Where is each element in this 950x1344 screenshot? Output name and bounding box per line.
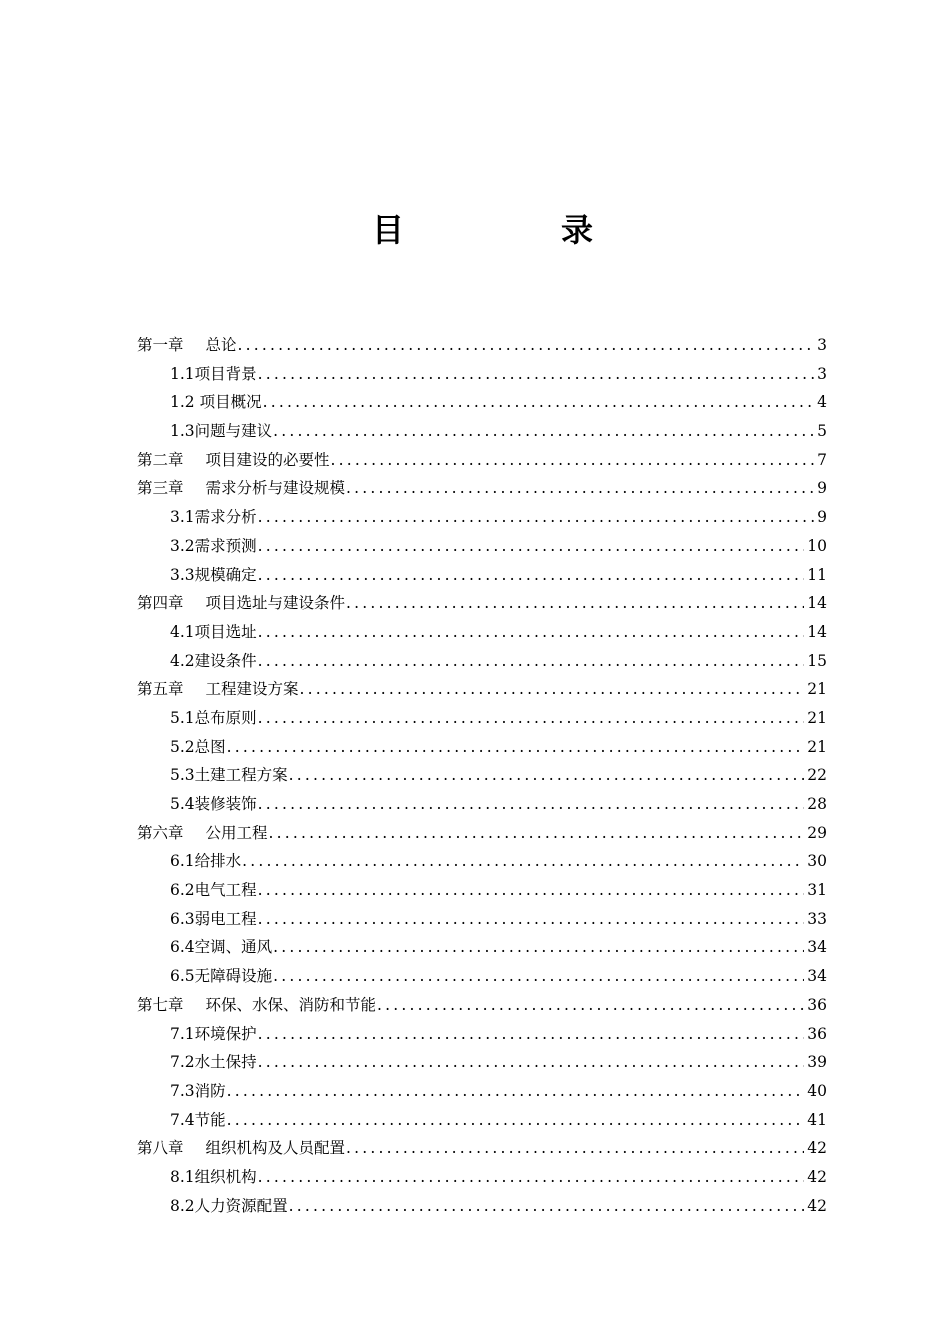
toc-entry-title <box>170 561 257 590</box>
toc-entry-number: 3.1 <box>170 508 195 527</box>
toc-entry-text: 建设条件 <box>194 651 257 670</box>
toc-dot-leader <box>258 561 805 590</box>
toc-entry-text: 弱电工程 <box>194 909 257 928</box>
toc-entry-title <box>170 1192 288 1221</box>
toc-page-number: 42 <box>807 1196 827 1215</box>
toc-section-entry[interactable] <box>137 761 827 790</box>
toc-entry-text: 空调、通风 <box>194 938 273 957</box>
toc-entry-number: 第八章 <box>137 1139 184 1158</box>
toc-entry-title <box>170 933 272 962</box>
toc-page-number: 15 <box>807 651 827 670</box>
toc-entry-number: 5.2 <box>170 737 195 756</box>
toc-dot-leader <box>238 331 815 360</box>
title-char-1: 目 <box>372 211 405 249</box>
toc-section-entry[interactable] <box>137 1048 827 1077</box>
toc-entry-title <box>170 1077 226 1106</box>
toc-page-number: 22 <box>807 766 827 785</box>
toc-dot-leader <box>269 819 805 848</box>
toc-page-number: 36 <box>807 1024 827 1043</box>
toc-section-entry[interactable] <box>137 532 827 561</box>
toc-entry-number: 3.2 <box>170 536 195 555</box>
toc-dot-leader <box>289 761 805 790</box>
toc-entry-number: 第二章 <box>137 450 184 469</box>
toc-entry-number: 7.2 <box>170 1053 195 1072</box>
toc-entry-title <box>170 733 226 762</box>
toc-section-entry[interactable] <box>137 905 827 934</box>
toc-page-number: 5 <box>817 422 827 441</box>
toc-entry-title <box>137 675 299 704</box>
toc-page-number: 7 <box>817 450 827 469</box>
toc-entry-number: 第三章 <box>137 479 184 498</box>
toc-dot-leader <box>258 532 805 561</box>
toc-entry-text: 工程建设方案 <box>205 680 299 699</box>
toc-section-entry[interactable] <box>137 1020 827 1049</box>
toc-entry-title <box>170 647 257 676</box>
toc-entry-title <box>170 417 272 446</box>
toc-entry-text: 节能 <box>194 1110 226 1129</box>
toc-entry-text: 公用工程 <box>205 823 268 842</box>
toc-page-number: 42 <box>807 1139 827 1158</box>
toc-section-entry[interactable] <box>137 388 827 417</box>
toc-page-number: 10 <box>807 536 827 555</box>
toc-dot-leader <box>300 675 805 704</box>
toc-entry-number: 8.1 <box>170 1167 195 1186</box>
toc-entry-text: 项目选址与建设条件 <box>205 594 346 613</box>
toc-dot-leader <box>227 1106 805 1135</box>
toc-section-entry[interactable] <box>137 1192 827 1221</box>
toc-entry-title <box>170 1106 226 1135</box>
toc-section-entry[interactable] <box>137 503 827 532</box>
toc-entry-title <box>170 618 257 647</box>
toc-page-number: 33 <box>807 909 827 928</box>
toc-entry-text: 项目背景 <box>194 364 257 383</box>
toc-chapter-entry[interactable] <box>137 474 827 503</box>
toc-entry-number: 1.1 <box>170 364 195 383</box>
toc-page-number: 39 <box>807 1053 827 1072</box>
toc-entry-number: 1.2 <box>170 393 195 412</box>
toc-dot-leader <box>258 876 805 905</box>
toc-entry-text: 需求预测 <box>194 536 257 555</box>
toc-entry-text: 规模确定 <box>194 565 257 584</box>
toc-entry-title <box>137 991 376 1020</box>
toc-chapter-entry[interactable] <box>137 991 827 1020</box>
toc-entry-number: 8.2 <box>170 1196 195 1215</box>
toc-entry-text: 给排水 <box>194 852 242 871</box>
toc-dot-leader <box>258 1163 805 1192</box>
toc-dot-leader <box>258 360 814 389</box>
toc-dot-leader <box>258 704 805 733</box>
toc-entry-title <box>170 876 257 905</box>
toc-page-number: 21 <box>807 680 827 699</box>
toc-entry-title <box>170 532 257 561</box>
toc-chapter-entry[interactable] <box>137 331 827 360</box>
toc-entry-text: 总图 <box>194 737 226 756</box>
toc-chapter-entry[interactable] <box>137 589 827 618</box>
toc-entry-text: 电气工程 <box>194 881 257 900</box>
toc-entry-title <box>137 446 330 475</box>
toc-page-number: 34 <box>807 967 827 986</box>
toc-entry-number: 第六章 <box>137 823 184 842</box>
title-char-2: 录 <box>561 211 594 249</box>
toc-entry-number: 7.3 <box>170 1081 195 1100</box>
toc-entry-number: 7.4 <box>170 1110 195 1129</box>
toc-page-number: 31 <box>807 881 827 900</box>
toc-entry-title <box>170 1163 257 1192</box>
toc-entry-title <box>137 589 345 618</box>
toc-entry-number: 5.1 <box>170 708 195 727</box>
toc-section-entry[interactable] <box>137 647 827 676</box>
toc-section-entry[interactable] <box>137 704 827 733</box>
toc-entry-title <box>170 847 241 876</box>
toc-entry-title <box>170 1048 257 1077</box>
toc-dot-leader <box>258 618 805 647</box>
toc-entry-number: 第七章 <box>137 995 184 1014</box>
toc-page-number: 3 <box>817 364 827 383</box>
toc-entry-text: 环保、水保、消防和节能 <box>205 995 377 1014</box>
toc-page-number: 28 <box>807 795 827 813</box>
toc-entry-number: 6.5 <box>170 967 195 986</box>
toc-entry-number: 5.4 <box>170 795 195 813</box>
toc-dot-leader <box>346 1134 804 1163</box>
toc-entry-number: 4.1 <box>170 622 195 641</box>
toc-dot-leader <box>346 474 814 503</box>
toc-page-number: 11 <box>807 565 827 584</box>
toc-entry-text: 环境保护 <box>194 1024 257 1043</box>
toc-entry-number: 第一章 <box>137 336 184 354</box>
toc-section-entry[interactable] <box>137 1077 827 1106</box>
toc-section-entry[interactable] <box>137 1163 827 1192</box>
toc-section-entry[interactable] <box>137 360 827 389</box>
toc-dot-leader <box>258 1048 805 1077</box>
toc-entry-title <box>170 905 257 934</box>
toc-entry-text: 土建工程方案 <box>194 766 288 785</box>
table-of-contents <box>137 331 827 1220</box>
toc-page-number: 41 <box>807 1110 827 1129</box>
toc-entry-title <box>137 1134 345 1163</box>
toc-dot-leader <box>258 790 805 819</box>
toc-dot-leader <box>258 905 805 934</box>
toc-entry-number: 6.1 <box>170 852 195 871</box>
toc-entry-number: 1.3 <box>170 422 195 441</box>
toc-entry-text: 项目建设的必要性 <box>205 450 330 469</box>
toc-dot-leader <box>377 991 804 1020</box>
toc-entry-text: 人力资源配置 <box>194 1196 288 1215</box>
toc-entry-text: 组织机构及人员配置 <box>205 1139 346 1158</box>
toc-dot-leader <box>273 962 804 991</box>
toc-section-entry[interactable] <box>137 847 827 876</box>
toc-entry-number: 第四章 <box>137 594 184 613</box>
toc-entry-text: 无障碍设施 <box>194 967 273 986</box>
toc-section-entry[interactable] <box>137 618 827 647</box>
toc-dot-leader <box>263 388 815 417</box>
toc-page-number: 42 <box>807 1167 827 1186</box>
toc-page-number: 14 <box>807 594 827 613</box>
toc-section-entry[interactable] <box>137 417 827 446</box>
toc-page-number: 21 <box>807 737 827 756</box>
toc-dot-leader <box>273 417 814 446</box>
toc-entry-title <box>170 761 288 790</box>
toc-entry-number: 3.3 <box>170 565 195 584</box>
toc-entry-title <box>170 1020 257 1049</box>
toc-entry-number: 第五章 <box>137 680 184 699</box>
toc-entry-number: 6.4 <box>170 938 195 957</box>
toc-page-number: 40 <box>807 1081 827 1100</box>
toc-page-number: 3 <box>817 336 827 354</box>
toc-entry-text: 总布原则 <box>194 708 257 727</box>
toc-dot-leader <box>258 647 805 676</box>
toc-page-number: 36 <box>807 995 827 1014</box>
toc-entry-text: 装修装饰 <box>194 795 257 813</box>
toc-entry-title <box>170 388 262 417</box>
toc-entry-text: 项目选址 <box>194 622 257 641</box>
toc-page-number: 14 <box>807 622 827 641</box>
toc-section-entry[interactable] <box>137 1106 827 1135</box>
toc-entry-title <box>137 474 345 503</box>
toc-entry-number: 4.2 <box>170 651 195 670</box>
toc-entry-number: 6.3 <box>170 909 195 928</box>
toc-dot-leader <box>258 503 814 532</box>
toc-dot-leader <box>289 1192 805 1221</box>
toc-page-number: 29 <box>807 823 827 842</box>
toc-dot-leader <box>242 847 804 876</box>
toc-entry-title <box>137 819 268 848</box>
toc-page-number: 30 <box>807 852 827 871</box>
toc-chapter-entry[interactable] <box>137 446 827 475</box>
toc-entry-title <box>170 962 272 991</box>
toc-dot-leader <box>258 1020 805 1049</box>
toc-chapter-entry[interactable] <box>137 675 827 704</box>
toc-entry-title <box>170 360 257 389</box>
toc-dot-leader <box>273 933 804 962</box>
toc-entry-text: 总论 <box>205 336 237 354</box>
toc-entry-title <box>170 790 257 819</box>
toc-chapter-entry[interactable] <box>137 1134 827 1163</box>
toc-entry-number: 6.2 <box>170 881 195 900</box>
toc-entry-text: 需求分析与建设规模 <box>205 479 346 498</box>
toc-page-number: 9 <box>817 479 827 498</box>
toc-section-entry[interactable] <box>137 790 827 819</box>
toc-entry-title <box>170 704 257 733</box>
toc-section-entry[interactable] <box>137 962 827 991</box>
toc-section-entry[interactable] <box>137 933 827 962</box>
toc-section-entry[interactable] <box>137 733 827 762</box>
toc-entry-text: 问题与建议 <box>194 422 273 441</box>
toc-page-number: 9 <box>817 508 827 527</box>
page-title <box>0 205 950 255</box>
toc-dot-leader <box>331 446 815 475</box>
toc-page-number: 34 <box>807 938 827 957</box>
toc-entry-text: 需求分析 <box>194 508 257 527</box>
toc-entry-title <box>137 331 237 360</box>
toc-entry-text: 项目概况 <box>194 393 262 412</box>
toc-entry-text: 消防 <box>194 1081 226 1100</box>
toc-page-number: 4 <box>817 393 827 412</box>
toc-entry-text: 组织机构 <box>194 1167 257 1186</box>
toc-section-entry[interactable] <box>137 876 827 905</box>
toc-dot-leader <box>227 733 805 762</box>
toc-entry-text: 水土保持 <box>194 1053 257 1072</box>
toc-page-number: 21 <box>807 708 827 727</box>
toc-dot-leader <box>227 1077 805 1106</box>
toc-chapter-entry[interactable] <box>137 819 827 848</box>
toc-section-entry[interactable] <box>137 561 827 590</box>
toc-entry-title <box>170 503 257 532</box>
toc-dot-leader <box>346 589 804 618</box>
toc-entry-number: 7.1 <box>170 1024 195 1043</box>
toc-entry-number: 5.3 <box>170 766 195 785</box>
